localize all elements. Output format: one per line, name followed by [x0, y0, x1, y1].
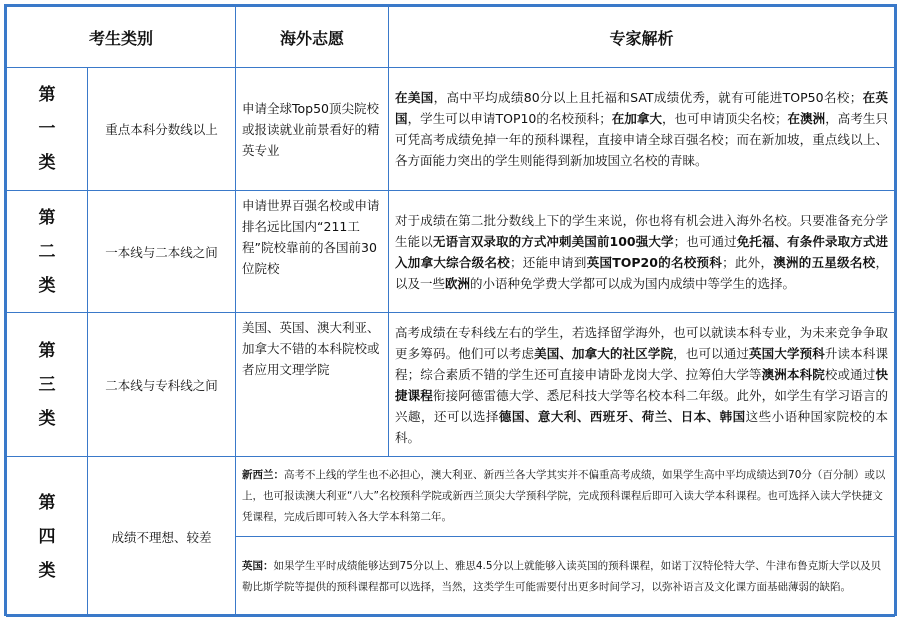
- uk-text: 如果学生平时成绩能够达到75分以上、雅思4.5分以上就能够入读英国的预科课程，如诺丁汉特伦特大学、牛津布鲁克斯大学以及贝勒比斯学院等提供的预科课程都可以选择，当然，这类学生可能需要付出更多时间学习，以弥补语言及文化课方面基础薄弱的缺陷。: [242, 559, 882, 593]
- analysis-text: ，高中平均成绩80分以上且托福和SAT成绩优秀，就有可能进TOP50名校；: [433, 90, 863, 105]
- highlight-text: 澳洲本科院: [761, 366, 825, 382]
- table-row: [7, 68, 895, 191]
- highlight-text: 欧洲: [445, 275, 471, 291]
- score-range: 一本线与二本线之间: [88, 191, 236, 313]
- analysis-text: 升读本科课程；综合素质不错的学生还可直接申请卧龙岗大学、拉筹伯大学等: [395, 345, 888, 382]
- highlight-text: 英国TOP20的名校预科: [586, 254, 723, 270]
- comparison-table-frame: [4, 4, 897, 616]
- study-abroad-table: [6, 6, 895, 617]
- analysis-text: ，以及一些: [395, 254, 888, 291]
- table-row: [7, 457, 895, 537]
- analysis-text: 的小语种免学费大学都可以成为国内成绩中等学生的选择。: [470, 275, 796, 291]
- header-expert-analysis: 专家解析: [389, 7, 895, 68]
- expert-analysis: [389, 313, 895, 457]
- highlight-text: 美国、加拿大的社区学院: [534, 345, 674, 361]
- uk-analysis: [236, 537, 895, 617]
- category-label: 第 二 类: [7, 191, 88, 313]
- highlight-text: 澳洲的五星级名校: [773, 254, 876, 270]
- header-overseas-wish: 海外志愿: [236, 7, 389, 68]
- highlight-text: 在美国: [395, 90, 434, 105]
- analysis-text: ；也可通过: [673, 233, 737, 249]
- highlight-text: 免托福、有条件录取方式进入加拿大综合级名校: [395, 233, 888, 270]
- category-label: 第 四 类: [7, 457, 88, 617]
- score-range: 二本线与专科线之间: [88, 313, 236, 457]
- score-range: 重点本科分数线以上: [88, 68, 236, 191]
- highlight-text: 英国大学预科: [749, 345, 825, 361]
- overseas-wish: 申请世界百强名校或申请排名远比国内“211工程”院校靠前的各国前30位院校: [236, 191, 389, 313]
- analysis-text: 对于成绩在第二批分数线上下的学生来说，你也将有机会进入海外名校。只要准备充分学生能以: [395, 212, 888, 249]
- analysis-text: ，学生可以申请TOP10的名校预科；: [407, 111, 612, 126]
- header-row: [7, 7, 895, 68]
- highlight-text: 在加拿大: [611, 111, 662, 126]
- header-student-category: 考生类别: [7, 7, 236, 68]
- category-label: 第 一 类: [7, 68, 88, 191]
- analysis-text: 校或通过: [824, 366, 876, 382]
- highlight-text: 德国、意大利、西班牙、荷兰、日本、韩国: [498, 408, 746, 424]
- analysis-text: 高考成绩在专科线左右的学生，若选择留学海外，也可以就读本科专业，为未来竞争争取更多筹码。他们可以考虑: [395, 324, 888, 361]
- highlight-text: 在澳洲: [787, 111, 826, 126]
- expert-analysis: [389, 191, 895, 313]
- highlight-text: 快捷课程: [395, 366, 888, 403]
- analysis-text: ，也可申请顶尖名校；: [662, 111, 788, 126]
- score-range: 成绩不理想、较差: [88, 457, 236, 617]
- table-row: [7, 191, 895, 313]
- expert-analysis: [389, 68, 895, 191]
- table-row: [7, 313, 895, 457]
- highlight-text: 无语言双录取的方式冲刺美国前100强大学: [432, 233, 674, 249]
- new-zealand-analysis: [236, 457, 895, 537]
- analysis-text: 衔接阿德雷德大学、悉尼科技大学等名校本科二年级。此外，如学生有学习语言的兴趣，还可以选择: [395, 387, 888, 424]
- new-zealand-label: 新西兰：: [242, 469, 285, 481]
- uk-label: 英国：: [242, 559, 274, 572]
- new-zealand-text: 高考不上线的学生也不必担心，澳大利亚、新西兰各大学其实并不偏重高考成绩，如果学生高中平均成绩达到70分（百分制）或以上，也可报读澳大利亚“八大”名校预科学院或新西兰顶尖大学预科学院，完成预科课程后即可入读大学本科课程。也可选择入读大学快捷文凭课程，完成后即可转入各大学本科第二年。: [242, 469, 886, 523]
- overseas-wish: 美国、英国、澳大利亚、加拿大不错的本科院校或者应用文理学院: [236, 313, 389, 457]
- analysis-text: ；还能申请到: [510, 254, 587, 270]
- analysis-text: ；此外，: [722, 254, 774, 270]
- analysis-text: ，也可以通过: [673, 345, 750, 361]
- analysis-text: ，高考生只可凭高考成绩免掉一年的预科课程，直接申请全球百强名校；而在新加坡，重点线以上、各方面能力突出的学生则能得到新加坡国立名校的青睐。: [395, 111, 888, 168]
- analysis-text: 这些小语种国家院校的本科。: [395, 408, 888, 445]
- highlight-text: 在英国: [395, 90, 888, 126]
- overseas-wish: 申请全球Top50顶尖院校或报读就业前景看好的精英专业: [236, 68, 389, 191]
- category-label: 第 三 类: [7, 313, 88, 457]
